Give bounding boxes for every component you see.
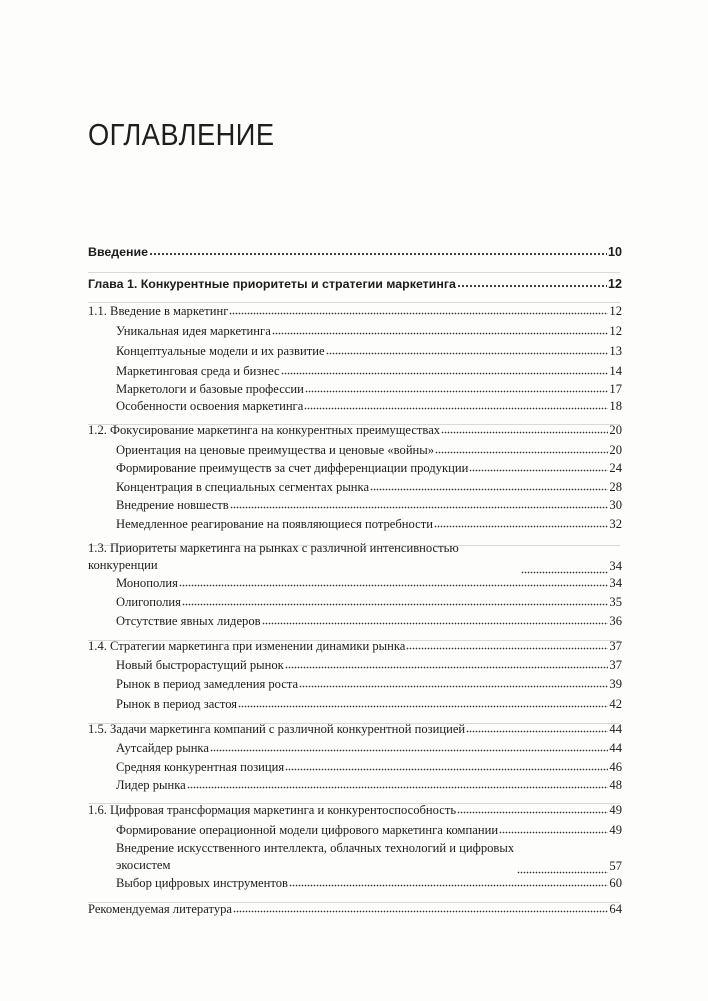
dot-leader [262, 616, 609, 625]
toc-entry[interactable] [116, 697, 622, 712]
page-number: 42 [609, 697, 622, 711]
dot-leader [272, 326, 609, 335]
dot-leader [179, 578, 609, 587]
toc-entry-title: Рынок в период замедления роста [116, 677, 299, 691]
dot-leader [466, 724, 608, 733]
page-number: 44 [609, 741, 622, 755]
page-number: 60 [609, 876, 622, 890]
toc-entry-title: Выбор цифровых инструментов [116, 876, 288, 890]
page-number: 14 [609, 364, 622, 378]
toc-entry[interactable] [88, 902, 622, 917]
toc-entry[interactable] [116, 364, 622, 379]
dot-leader [210, 743, 608, 752]
toc-entry-title: 1.1. Введение в маркетинг [88, 304, 229, 318]
toc-entry-title: Олигополия [116, 595, 181, 609]
page-number: 34 [609, 559, 622, 573]
toc-entry[interactable] [116, 595, 622, 610]
dot-leader [281, 366, 609, 375]
dot-leader [289, 878, 608, 887]
dot-leader [305, 384, 609, 393]
page-number: 30 [609, 498, 622, 512]
page-number: 39 [609, 677, 622, 691]
toc-entry-title: Аутсайдер рынка [116, 741, 209, 755]
dot-leader [457, 805, 608, 814]
toc-entry-title: Формирование операционной модели цифрового маркетинга компании [116, 823, 499, 837]
page-number: 48 [609, 778, 622, 792]
toc-entry-title: Лидер рынка [116, 778, 186, 792]
toc-entry[interactable] [116, 778, 622, 793]
toc-entry[interactable] [116, 517, 622, 532]
toc-entry-title: 1.2. Фокусирование маркетинга на конкурентных преимуществах [88, 423, 441, 437]
page-number: 28 [609, 480, 622, 494]
page-number: 20 [609, 423, 622, 437]
toc-entry-title: Внедрение новшеств [116, 498, 229, 512]
page-number: 37 [609, 658, 622, 672]
toc-entry[interactable] [88, 722, 622, 737]
toc-entry[interactable] [116, 461, 622, 476]
toc-entry[interactable] [88, 540, 622, 574]
toc-entry-title: Концентрация в специальных сегментах рынка [116, 480, 370, 494]
page-title: ОГЛАВЛЕНИЕ [88, 117, 275, 152]
toc-entry[interactable] [88, 304, 622, 319]
toc-entry[interactable] [88, 803, 622, 818]
toc-entry[interactable] [116, 344, 622, 359]
toc-entry-title: Внедрение искусственного интеллекта, облачных технологий и цифровых экосистем [116, 841, 515, 872]
page-number: 44 [609, 722, 622, 736]
page-number: 12 [609, 324, 622, 338]
dot-leader [499, 825, 608, 834]
dot-leader [233, 904, 608, 913]
toc-entry[interactable] [116, 443, 622, 458]
toc-entry[interactable] [88, 245, 622, 259]
toc-entry-title: 1.5. Задачи маркетинга компаний с различной конкурентной позицией [88, 722, 466, 736]
toc-entry[interactable] [116, 480, 622, 495]
dot-leader [521, 565, 608, 574]
toc-entry[interactable] [116, 324, 622, 339]
dot-leader [370, 482, 608, 491]
toc-entry[interactable] [116, 677, 622, 692]
toc-entry-title: Особенности освоения маркетинга [116, 399, 304, 413]
toc-entry-title: Маркетологи и базовые профессии [116, 382, 304, 396]
page-number: 32 [609, 517, 622, 531]
page-number: 57 [609, 859, 622, 873]
toc-entry-title: Ориентация на ценовые преимущества и ценовые «войны» [116, 443, 435, 457]
page-number: 34 [609, 576, 622, 590]
toc-entry[interactable] [116, 382, 622, 397]
toc-entry-title: Отсутствие явных лидеров [116, 614, 261, 628]
dot-leader [304, 401, 608, 410]
page-number: 12 [609, 304, 622, 318]
section-divider [88, 302, 620, 303]
toc-entry-title: Уникальная идея маркетинга [116, 324, 271, 338]
toc-entry-title: Глава 1. Конкурентные приоритеты и стратегии маркетинга [88, 277, 456, 291]
toc-entry-title: Концептуальные модели и их развитие [116, 344, 325, 358]
page-number: 35 [609, 595, 622, 609]
toc-entry[interactable] [116, 876, 622, 891]
dot-leader [434, 519, 608, 528]
page-number: 17 [609, 382, 622, 396]
toc-entry[interactable] [116, 741, 622, 756]
page-number: 36 [609, 614, 622, 628]
page-number: 37 [609, 639, 622, 653]
toc-entry[interactable] [116, 760, 622, 775]
toc-entry-title: Маркетинговая среда и бизнес [116, 364, 280, 378]
toc-entry-title: Формирование преимуществ за счет дифференциации продукции [116, 461, 469, 475]
dot-leader [187, 780, 609, 789]
toc-entry[interactable] [116, 399, 622, 414]
toc-entry-title: Рынок в период застоя [116, 697, 238, 711]
toc-entry-title: Немедленное реагирование на появляющиеся потребности [116, 517, 433, 531]
page-number: 12 [607, 277, 622, 291]
dot-leader [285, 762, 608, 771]
dot-leader [457, 279, 607, 288]
toc-entry-title: Рекомендуемая литература [88, 902, 233, 916]
toc-entry-title: Средняя конкурентная позиция [116, 760, 285, 774]
toc-entry[interactable] [88, 639, 622, 654]
dot-leader [229, 306, 608, 315]
toc-entry[interactable] [116, 576, 622, 591]
toc-entry-title: Монополия [116, 576, 178, 590]
toc-entry[interactable] [88, 423, 622, 438]
toc-entry[interactable] [116, 840, 622, 874]
toc-entry[interactable] [116, 614, 622, 629]
section-divider [88, 272, 620, 273]
toc-entry-title: Введение [88, 245, 149, 259]
dot-leader [517, 865, 608, 874]
page-number: 18 [609, 399, 622, 413]
page-number: 13 [609, 344, 622, 358]
page-number: 49 [609, 803, 622, 817]
toc-entry[interactable] [116, 498, 622, 513]
dot-leader [441, 425, 608, 434]
toc-entry[interactable] [116, 823, 622, 838]
toc-entry-title: 1.3. Приоритеты маркетинга на рынках с различной интенсивностью конкуренции [88, 541, 459, 572]
toc-entry-title: 1.4. Стратегии маркетинга при изменении динамики рынка [88, 639, 406, 653]
dot-leader [182, 597, 608, 606]
dot-leader [469, 463, 608, 472]
page-number: 20 [609, 443, 622, 457]
page-number: 46 [609, 760, 622, 774]
dot-leader [406, 641, 608, 650]
page-number: 49 [609, 823, 622, 837]
toc-entry[interactable] [88, 277, 622, 291]
dot-leader [149, 247, 607, 256]
toc-entry-title: 1.6. Цифровая трансформация маркетинга и конкурентоспособность [88, 803, 457, 817]
dot-leader [326, 346, 609, 355]
page-number: 64 [609, 902, 622, 916]
page-number: 24 [609, 461, 622, 475]
dot-leader [299, 679, 608, 688]
page-number: 10 [607, 245, 622, 259]
dot-leader [230, 500, 609, 509]
toc-entry[interactable] [116, 658, 622, 673]
dot-leader [285, 660, 609, 669]
dot-leader [435, 445, 608, 454]
toc-entry-title: Новый быстрорастущий рынок [116, 658, 284, 672]
dot-leader [238, 699, 608, 708]
